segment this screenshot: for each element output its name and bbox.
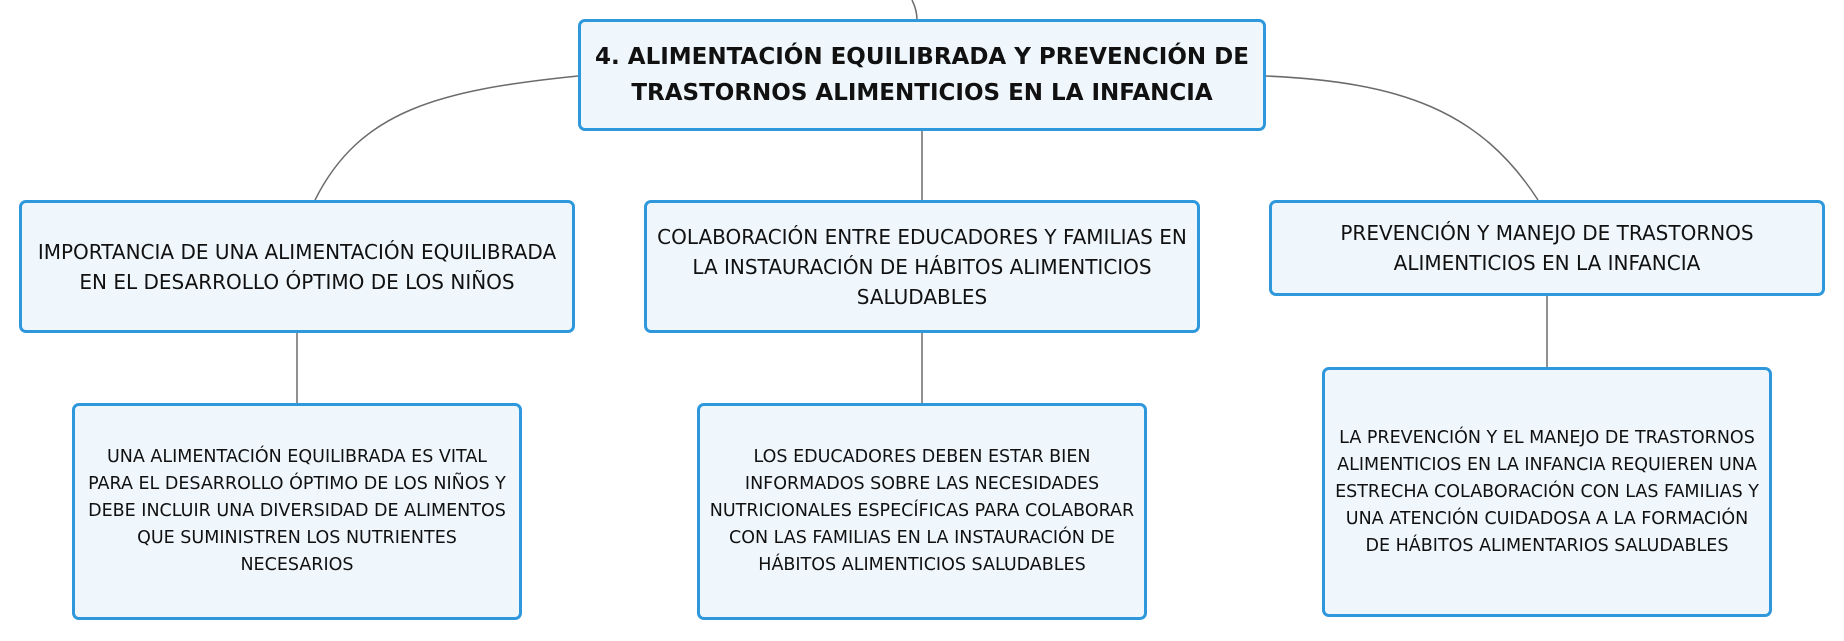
root-node[interactable] bbox=[578, 19, 1266, 131]
detail-node-importance[interactable] bbox=[72, 403, 522, 620]
detail-node-text: LA PREVENCIÓN Y EL MANEJO DE TRASTORNOS ALIMENTICIOS EN LA INFANCIA REQUIEREN UNA ESTRECHA COLABORACIÓN CON LAS FAMILIAS Y UNA ATENCIÓN CUIDADOSA A LA FORMACIÓN DE HÁBITOS ALIMENTARIOS SALUDABLES bbox=[1335, 427, 1759, 556]
branch-node-collaboration[interactable] bbox=[644, 200, 1200, 333]
detail-node-prevention[interactable] bbox=[1322, 367, 1772, 617]
branch-node-importance[interactable] bbox=[19, 200, 575, 333]
connector-root-to-branch-3 bbox=[1266, 76, 1538, 200]
branch-node-prevention[interactable] bbox=[1269, 200, 1825, 296]
branch-node-title: IMPORTANCIA DE UNA ALIMENTACIÓN EQUILIBRADA EN EL DESARROLLO ÓPTIMO DE LOS NIÑOS bbox=[37, 239, 557, 294]
detail-node-text: LOS EDUCADORES DEBEN ESTAR BIEN INFORMADOS SOBRE LAS NECESIDADES NUTRICIONALES ESPECÍFICAS PARA COLABORAR CON LAS FAMILIAS EN LA INSTAURACIÓN DE HÁBITOS ALIMENTICIOS SALUDABLES bbox=[709, 447, 1135, 575]
connector-root-to-parent bbox=[912, 0, 917, 20]
detail-node-text: UNA ALIMENTACIÓN EQUILIBRADA ES VITAL PARA EL DESARROLLO ÓPTIMO DE LOS NIÑOS Y DEBE INCLUIR UNA DIVERSIDAD DE ALIMENTOS QUE SUMINISTREN LOS NUTRIENTES NECESARIOS bbox=[88, 447, 506, 575]
branch-node-title: COLABORACIÓN ENTRE EDUCADORES Y FAMILIAS EN LA INSTAURACIÓN DE HÁBITOS ALIMENTICIOS SALUDABLES bbox=[657, 224, 1187, 309]
root-node-title: 4. ALIMENTACIÓN EQUILIBRADA Y PREVENCIÓN DE TRASTORNOS ALIMENTICIOS EN LA INFANCIA bbox=[595, 44, 1249, 106]
connector-root-to-branch-1 bbox=[315, 76, 578, 200]
branch-node-title: PREVENCIÓN Y MANEJO DE TRASTORNOS ALIMENTICIOS EN LA INFANCIA bbox=[1340, 221, 1754, 275]
detail-node-collaboration[interactable] bbox=[697, 403, 1147, 620]
